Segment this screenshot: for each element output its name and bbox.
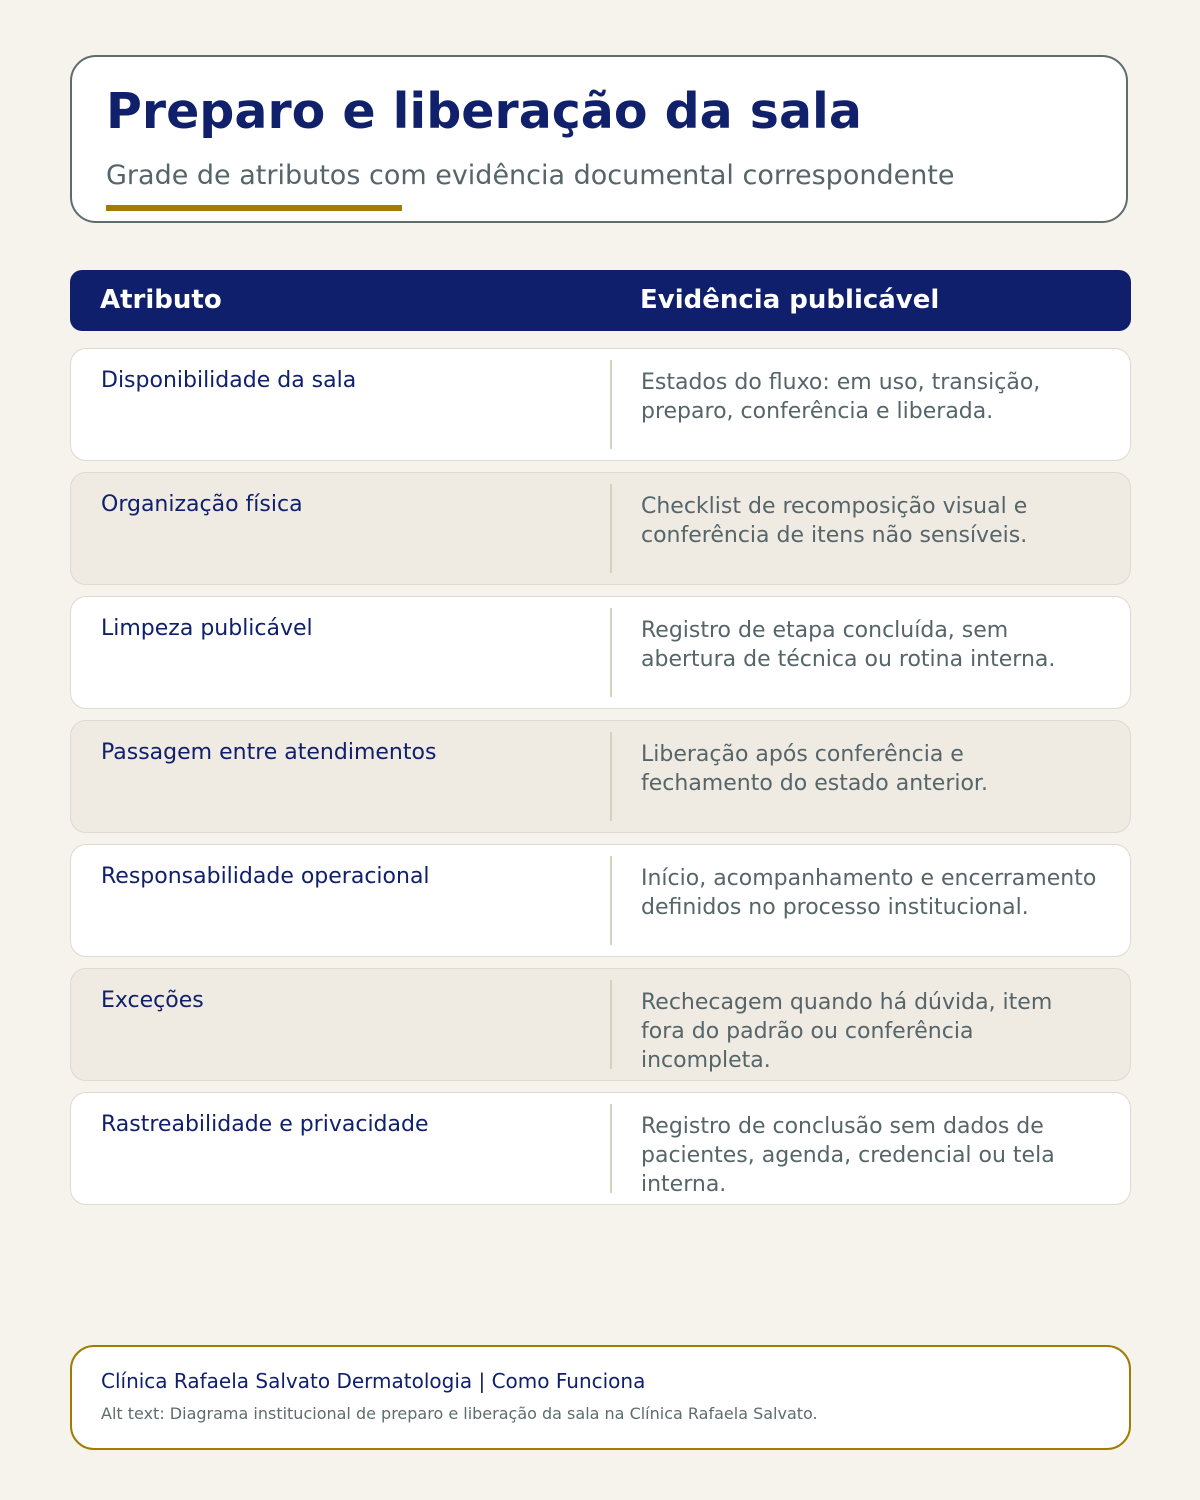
footer-title: Clínica Rafaela Salvato Dermatologia | Como Funciona: [101, 1369, 646, 1393]
column-divider: [610, 1104, 612, 1193]
page-title: Preparo e liberação da sala: [106, 83, 862, 140]
evidence-cell: Registro de conclusão sem dados de pacientes, agenda, credencial ou tela interna.: [641, 1114, 1055, 1197]
evidence-cell: Rechecagem quando há dúvida, item fora do padrão ou conferência incompleta.: [641, 990, 1053, 1073]
attribute-cell: Passagem entre atendimentos: [101, 740, 437, 765]
table-header: [70, 270, 1131, 331]
accent-underline: [106, 205, 402, 211]
table-row: [70, 348, 1131, 461]
column-divider: [610, 360, 612, 449]
column-divider: [610, 608, 612, 697]
table-row: [70, 844, 1131, 957]
column-divider: [610, 856, 612, 945]
table-row: [70, 968, 1131, 1081]
table-row: [70, 472, 1131, 585]
table-row: [70, 1092, 1131, 1205]
footer-alt-text: Alt text: Diagrama institucional de preparo e liberação da sala na Clínica Rafaela Salvato.: [101, 1404, 818, 1423]
evidence-cell: Estados do fluxo: em uso, transição, preparo, conferência e liberada.: [641, 370, 1041, 424]
table-body: [70, 348, 1131, 1216]
table-row: [70, 720, 1131, 833]
attribute-cell: Exceções: [101, 988, 204, 1013]
evidence-cell: Registro de etapa concluída, sem abertura de técnica ou rotina interna.: [641, 618, 1056, 672]
column-header-evidence: Evidência publicável: [640, 285, 940, 315]
attribute-cell: Disponibilidade da sala: [101, 368, 357, 393]
attribute-cell: Rastreabilidade e privacidade: [101, 1112, 429, 1137]
evidence-cell: Liberação após conferência e fechamento do estado anterior.: [641, 742, 988, 796]
column-divider: [610, 732, 612, 821]
column-divider: [610, 980, 612, 1069]
attribute-cell: Responsabilidade operacional: [101, 864, 430, 889]
attribute-cell: Organização física: [101, 492, 303, 517]
header-card: [70, 55, 1128, 223]
column-divider: [610, 484, 612, 573]
table-row: [70, 596, 1131, 709]
evidence-cell: Checklist de recomposição visual e conferência de itens não sensíveis.: [641, 494, 1028, 548]
footer-card: [70, 1345, 1131, 1450]
page-subtitle: Grade de atributos com evidência documental correspondente: [106, 160, 955, 191]
evidence-cell: Início, acompanhamento e encerramento definidos no processo institucional.: [641, 866, 1097, 920]
column-header-attribute: Atributo: [100, 285, 222, 315]
attribute-cell: Limpeza publicável: [101, 616, 313, 641]
